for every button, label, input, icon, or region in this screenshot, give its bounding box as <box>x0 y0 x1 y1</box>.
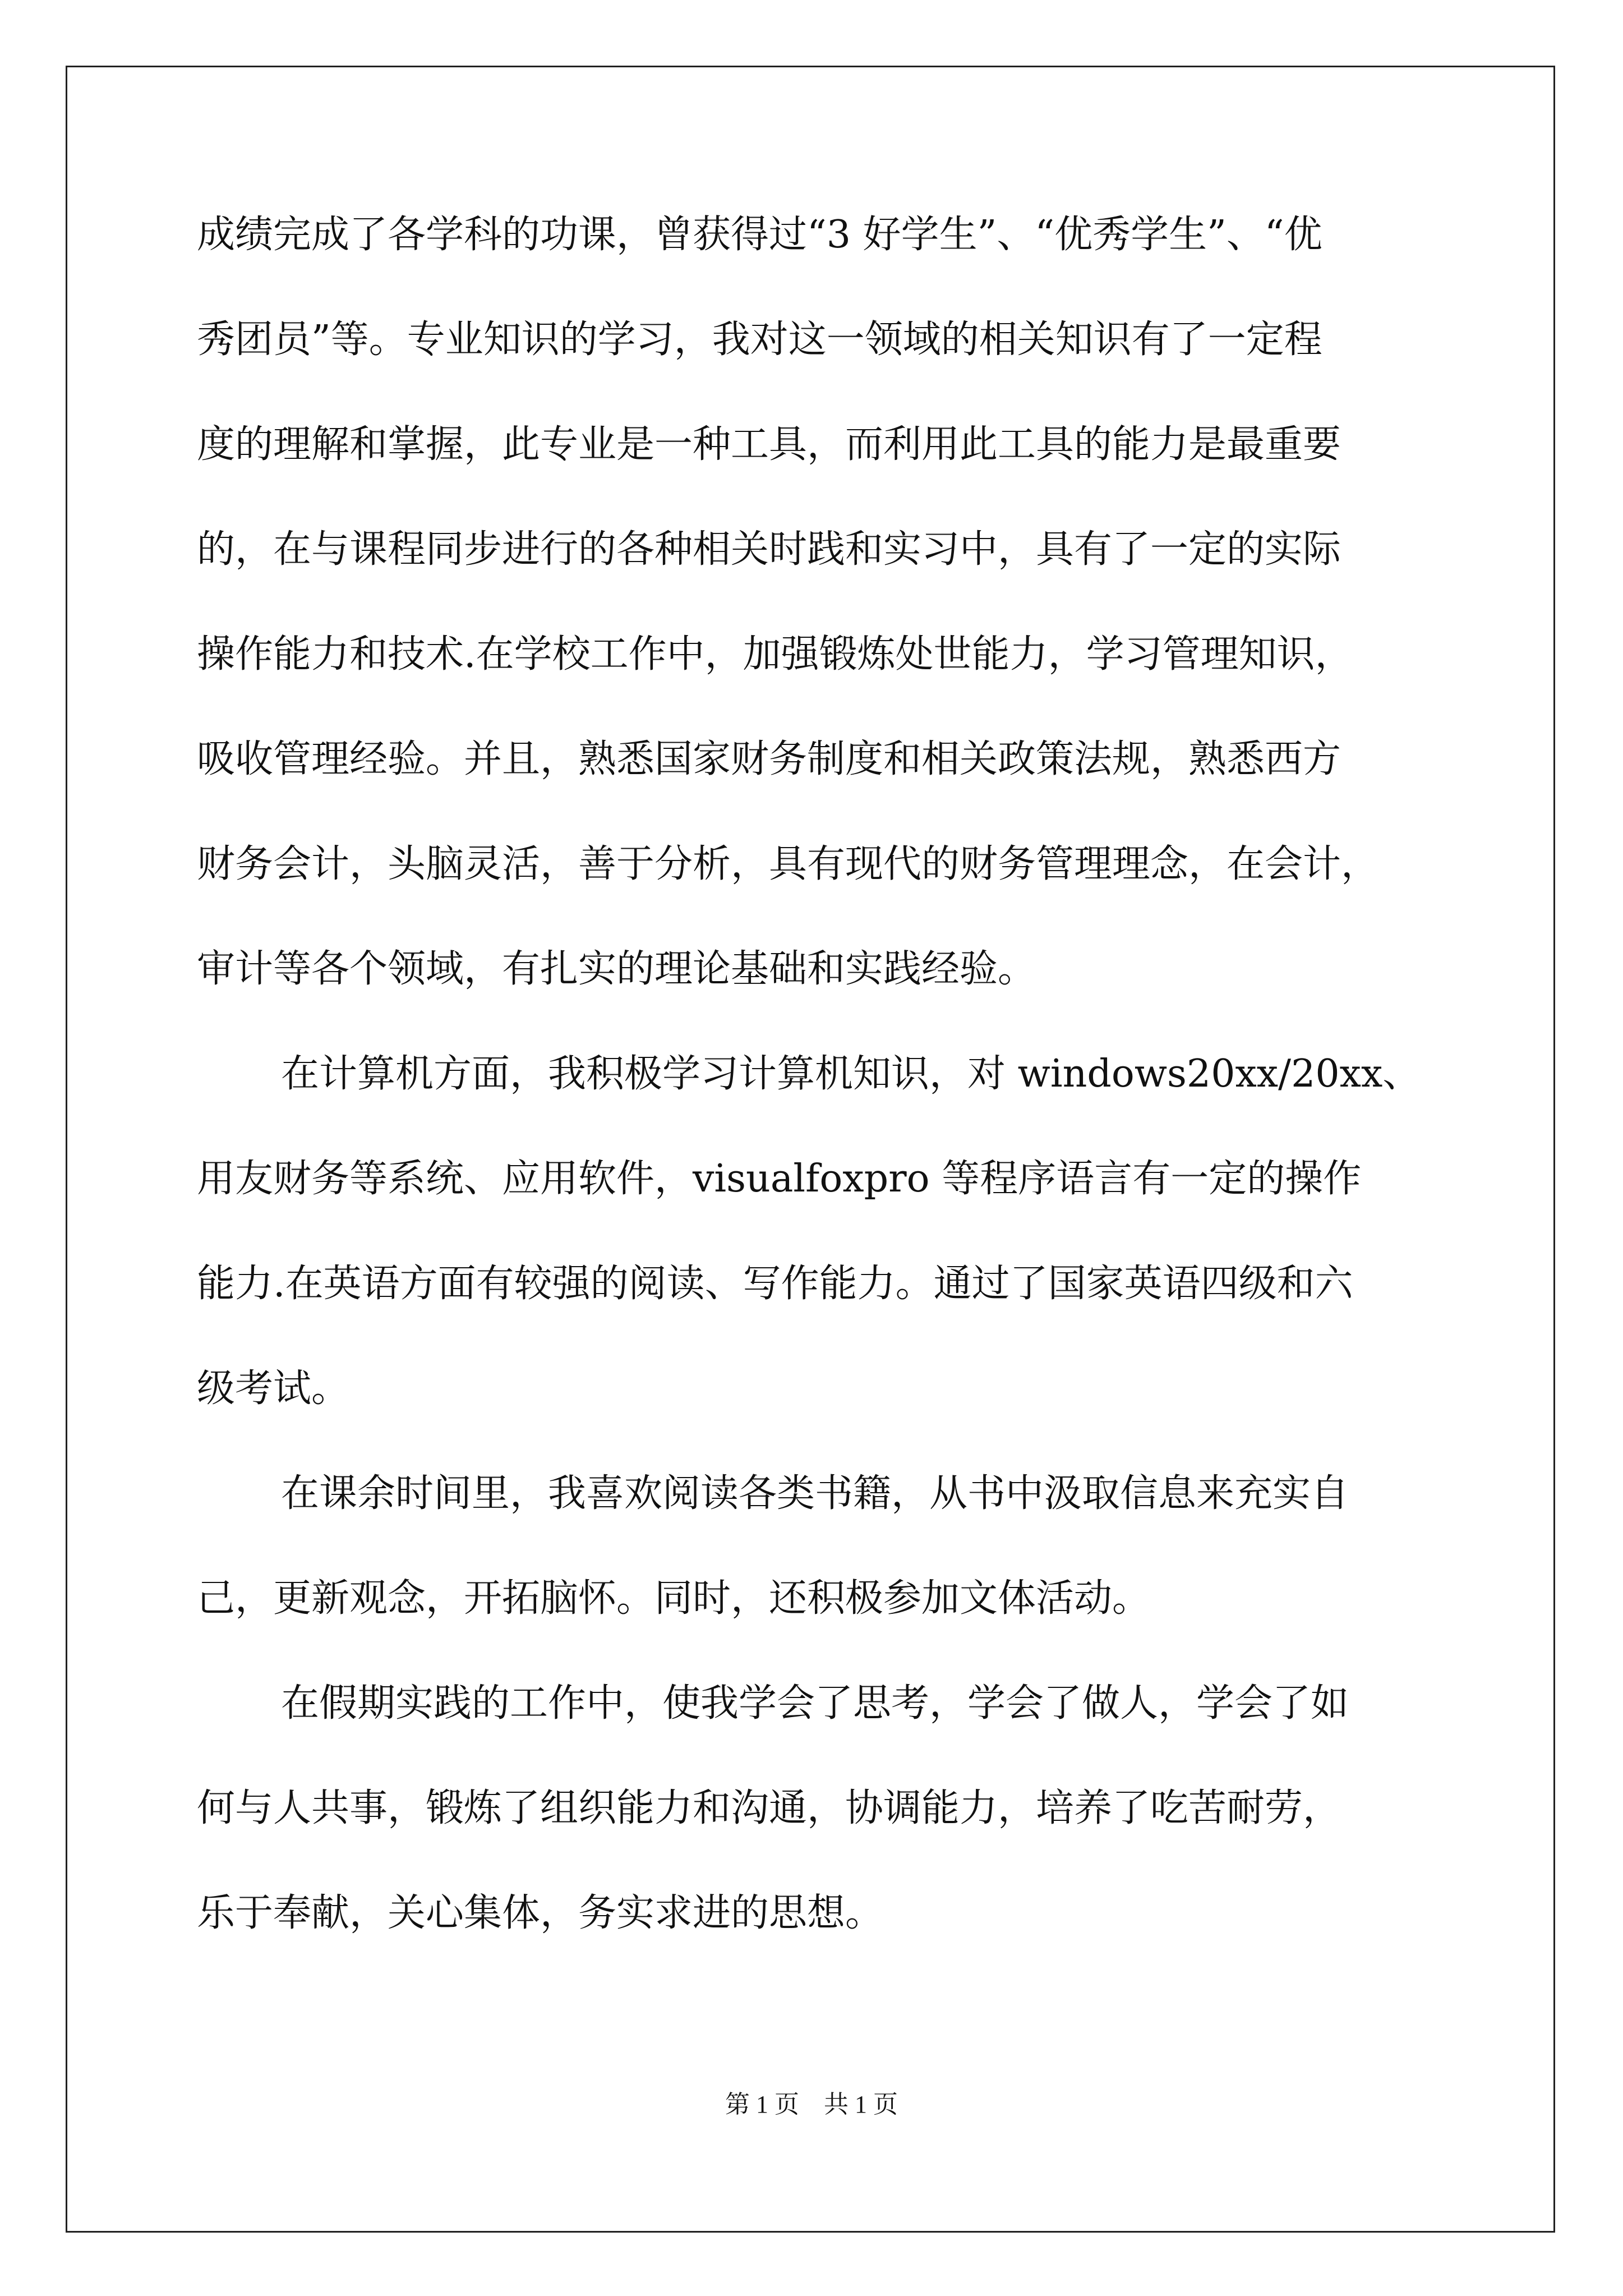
text-line: 度的理解和掌握，此专业是一种工具，而利用此工具的能力是最重要 <box>197 422 1341 467</box>
paragraph-start-line: 在假期实践的工作中，使我学会了思考，学会了做人，学会了如 <box>281 1681 1349 1726</box>
text-line: 己，更新观念，开拓脑怀。同时，还积极参加文体活动。 <box>197 1576 1151 1621</box>
text-line: 乐于奉献，关心集体，务实求进的思想。 <box>197 1891 884 1935</box>
text-line: 能力.在英语方面有较强的阅读、写作能力。通过了国家英语四级和六 <box>197 1262 1353 1306</box>
text-line: 成绩完成了各学科的功课，曾获得过“3 好学生”、“优秀学生”、“优 <box>197 213 1322 257</box>
text-line: 审计等各个领域，有扎实的理论基础和实践经验。 <box>197 947 1036 991</box>
text-line: 何与人共事，锻炼了组织能力和沟通，协调能力，培养了吃苦耐劳， <box>197 1786 1341 1830</box>
text-line: 吸收管理经验。并且，熟悉国家财务制度和相关政策法规，熟悉西方 <box>197 737 1341 781</box>
page-number-footer: 第 1 页 共 1 页 <box>725 2091 898 2118</box>
text-line: 的，在与课程同步进行的各种相关时践和实习中，具有了一定的实际 <box>197 527 1341 572</box>
text-line: 级考试。 <box>197 1366 350 1411</box>
paragraph-start-line: 在课余时间里，我喜欢阅读各类书籍，从书中汲取信息来充实自 <box>281 1471 1349 1516</box>
text-line: 秀团员”等。专业知识的学习，我对这一领域的相关知识有了一定程 <box>197 318 1322 362</box>
text-line: 财务会计，头脑灵活，善于分析，具有现代的财务管理理念，在会计， <box>197 842 1380 886</box>
paragraph-start-line: 在计算机方面，我积极学习计算机知识，对 windows20xx/20xx、 <box>281 1052 1421 1096</box>
text-line: 操作能力和技术.在学校工作中，加强锻炼处世能力，学习管理知识， <box>197 632 1353 677</box>
text-line: 用友财务等系统、应用软件，visualfoxpro 等程序语言有一定的操作 <box>197 1157 1362 1201</box>
